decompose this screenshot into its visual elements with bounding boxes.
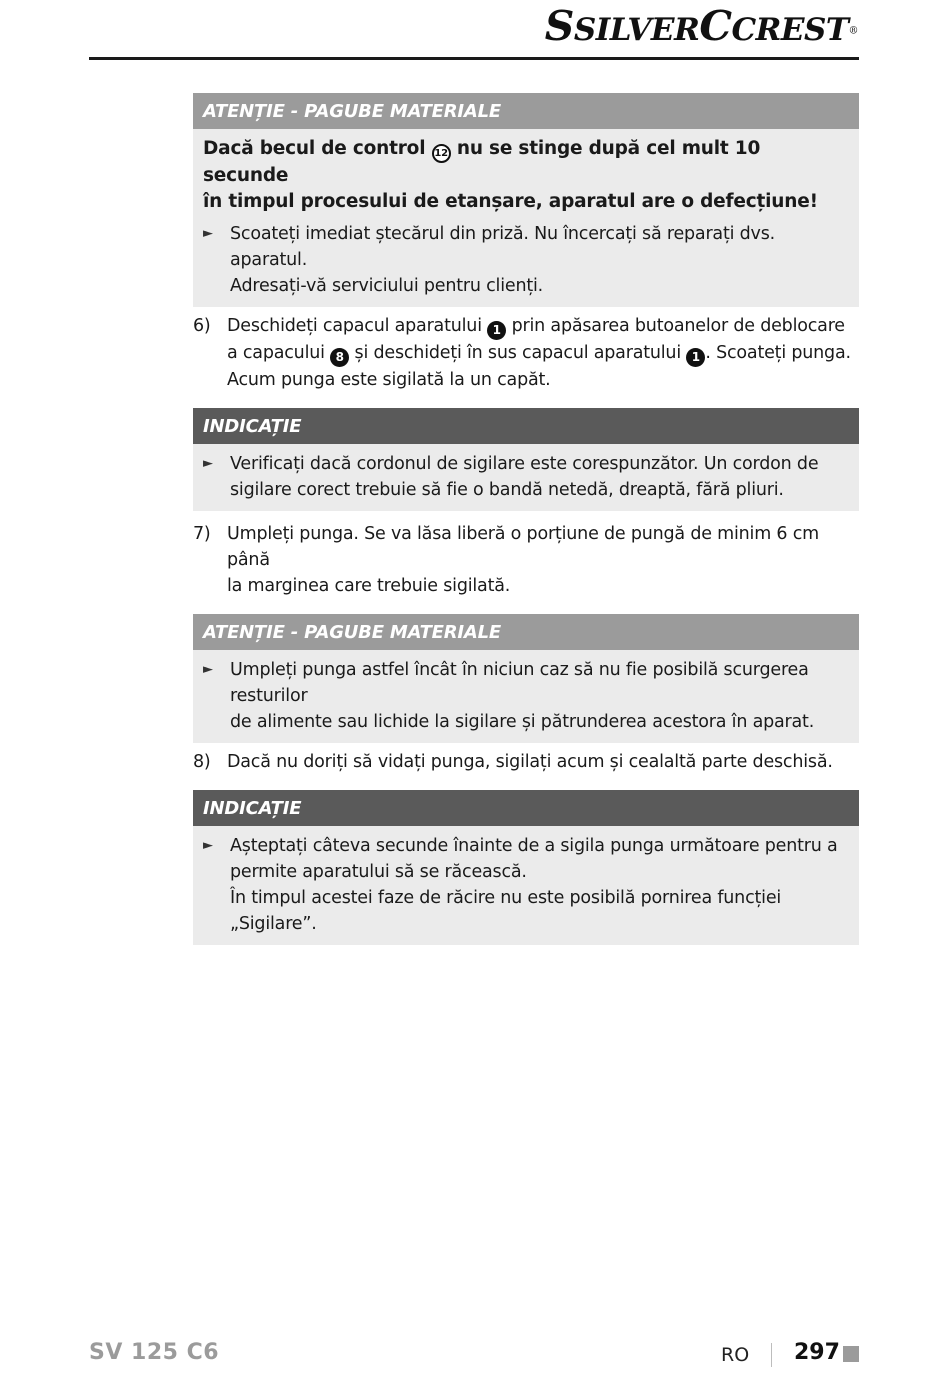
- step-text: . Scoateți punga.: [705, 343, 851, 363]
- bullet-line: Adresați-vă serviciului pentru clienți.: [230, 276, 544, 296]
- step-text: a capacului: [227, 343, 325, 363]
- warning-box: [193, 614, 859, 743]
- bullet-item: [203, 657, 849, 735]
- bullet-line: permite aparatului să se răcească.: [230, 862, 527, 882]
- footer-square-icon: [843, 1346, 859, 1362]
- bullet-line: Scoateți imediat ștecărul din priză. Nu încercați să reparați dvs. aparatul.: [230, 224, 775, 270]
- part-1-badge: 1: [686, 348, 705, 367]
- footer-model: SV 125 C6: [89, 1340, 220, 1365]
- step-text: Umpleți punga. Se va lăsa liberă o porțiune de pungă de minim 6 cm până: [227, 524, 819, 570]
- footer-language: RO: [721, 1344, 750, 1366]
- warning-statement-part: nu se stinge după cel mult 10 secunde: [203, 138, 761, 186]
- bullet-line: Verificați dacă cordonul de sigilare este corespunzător. Un cordon de: [230, 454, 819, 474]
- bullet-line: sigilare corect trebuie să fie o bandă netedă, dreaptă, fără pliuri.: [230, 480, 784, 500]
- arrow-icon: ►: [203, 456, 213, 471]
- brand-main: SILVER: [573, 12, 700, 48]
- bullet-line: de alimente sau lichide la sigilare și pătrunderea acestora în aparat.: [230, 712, 815, 732]
- arrow-icon: ►: [203, 226, 213, 241]
- brand-registered: ®: [848, 25, 858, 37]
- warning-statement-part: Dacă becul de control: [203, 138, 426, 159]
- note-title: INDICAȚIE: [193, 790, 859, 826]
- step-text: prin apăsarea butoanelor de deblocare: [511, 316, 845, 336]
- step-text: Acum punga este sigilată la un capăt.: [227, 370, 551, 390]
- warning-box: [193, 93, 859, 307]
- step-6: [193, 313, 859, 393]
- warning-statement: [203, 136, 849, 215]
- main-content: [193, 93, 859, 951]
- bullet-line: Umpleți punga astfel încât în niciun caz să nu fie posibilă scurgerea resturilor: [230, 660, 809, 706]
- step-number: 7): [193, 524, 211, 544]
- bullet-item: [203, 451, 849, 503]
- brand-logo: SSILVERCCREST®: [544, 2, 858, 50]
- step-text: Deschideți capacul aparatului: [227, 316, 482, 336]
- bullet-item: [203, 833, 849, 937]
- part-8-badge: 8: [330, 348, 349, 367]
- warning-title: ATENȚIE - PAGUBE MATERIALE: [193, 93, 859, 129]
- bullet-item: [203, 221, 849, 299]
- note-box: [193, 408, 859, 511]
- step-7: [193, 521, 859, 599]
- bullet-line: În timpul acestei faze de răcire nu este posibilă pornirea funcției „Sigilare”.: [230, 888, 782, 934]
- arrow-icon: ►: [203, 662, 213, 677]
- footer-separator: [771, 1343, 772, 1367]
- note-box: [193, 790, 859, 945]
- bullet-line: Așteptați câteva secunde înainte de a sigila punga următoare pentru a: [230, 836, 838, 856]
- control-lamp-badge: 12: [432, 144, 451, 163]
- step-text: și deschideți în sus capacul aparatului: [354, 343, 681, 363]
- header-rule: [89, 57, 859, 60]
- step-number: 6): [193, 316, 211, 336]
- page-number: 297: [794, 1340, 840, 1365]
- warning-title: ATENȚIE - PAGUBE MATERIALE: [193, 614, 859, 650]
- step-number: 8): [193, 752, 211, 772]
- brand-second: CREST: [731, 12, 849, 48]
- step-text: la marginea care trebuie sigilată.: [227, 576, 511, 596]
- step-8: [193, 749, 859, 775]
- note-title: INDICAȚIE: [193, 408, 859, 444]
- warning-statement-part: în timpul procesului de etanșare, aparatul are o defecțiune!: [203, 191, 818, 212]
- arrow-icon: ►: [203, 838, 213, 853]
- step-text: Dacă nu doriți să vidați punga, sigilați acum și cealaltă parte deschisă.: [227, 752, 833, 772]
- part-1-badge: 1: [487, 321, 506, 340]
